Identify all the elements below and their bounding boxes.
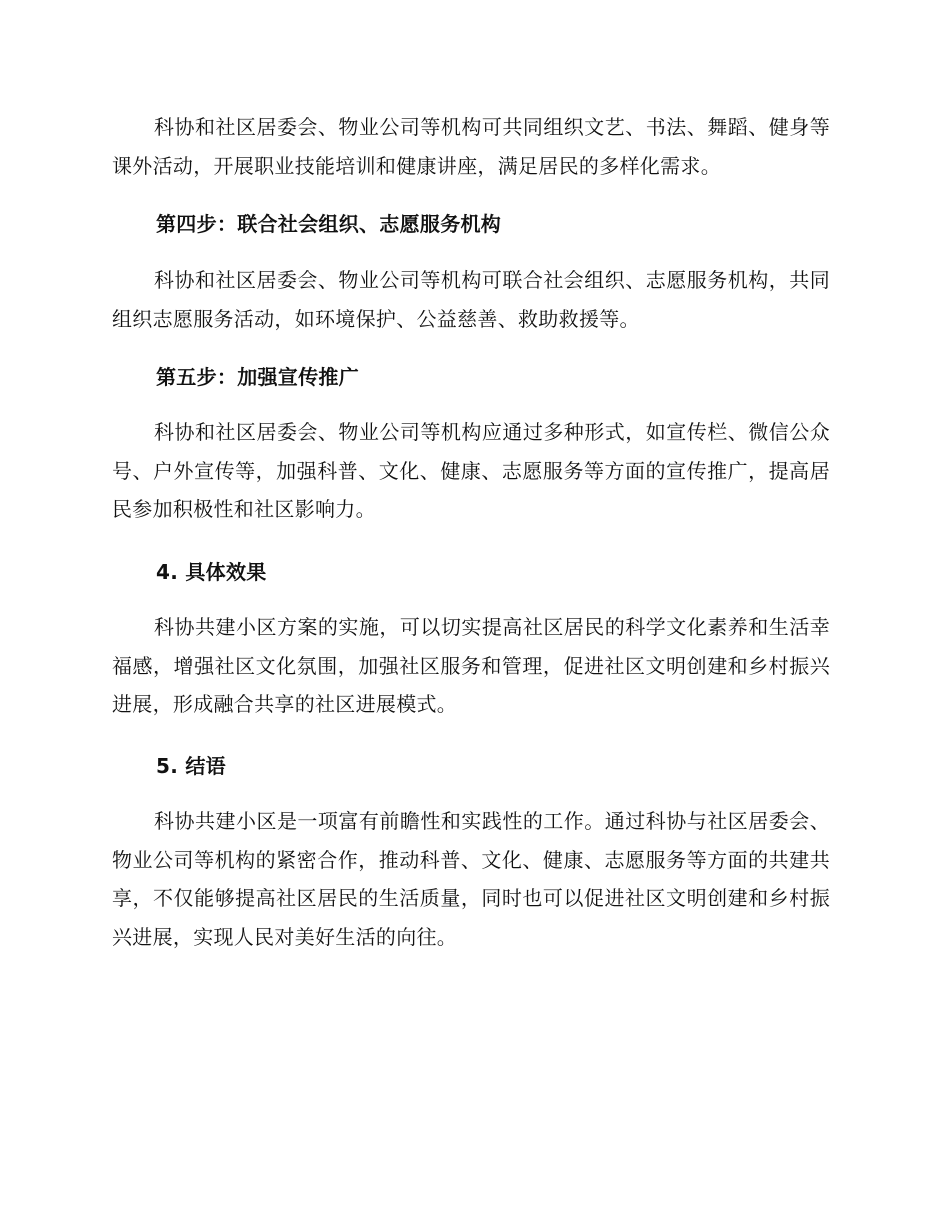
heading-specific-effects: 4. 具体效果 [156,560,267,584]
paragraph-volunteer: 科协和社区居委会、物业公司等机构可联合社会组织、志愿服务机构，共同组织志愿服务活动，如环境保护、公益慈善、救助救援等。 [112,268,830,331]
heading-step-five: 第五步：加强宣传推广 [156,365,359,389]
paragraph-conclusion: 科协共建小区是一项富有前瞻性和实践性的工作。通过科协与社区居委会、物业公司等机构的紧密合作，推动科普、文化、健康、志愿服务等方面的共建共享，不仅能够提高社区居民的生活质量，同时也可以促进社区文明创建和乡村振兴进展，实现人民对美好生活的向往。 [112,809,830,949]
paragraph-activities: 科协和社区居委会、物业公司等机构可共同组织文艺、书法、舞蹈、健身等课外活动，开展职业技能培训和健康讲座，满足居民的多样化需求。 [112,115,830,178]
paragraph-effects: 科协共建小区方案的实施，可以切实提高社区居民的科学文化素养和生活幸福感，增强社区文化氛围，加强社区服务和管理，促进社区文明创建和乡村振兴进展，形成融合共享的社区进展模式。 [112,615,830,716]
paragraph-publicity: 科协和社区居委会、物业公司等机构应通过多种形式，如宣传栏、微信公众号、户外宣传等，加强科普、文化、健康、志愿服务等方面的宣传推广，提高居民参加积极性和社区影响力。 [112,420,830,521]
heading-step-four: 第四步：联合社会组织、志愿服务机构 [156,212,502,236]
heading-conclusion: 5. 结语 [156,754,226,778]
